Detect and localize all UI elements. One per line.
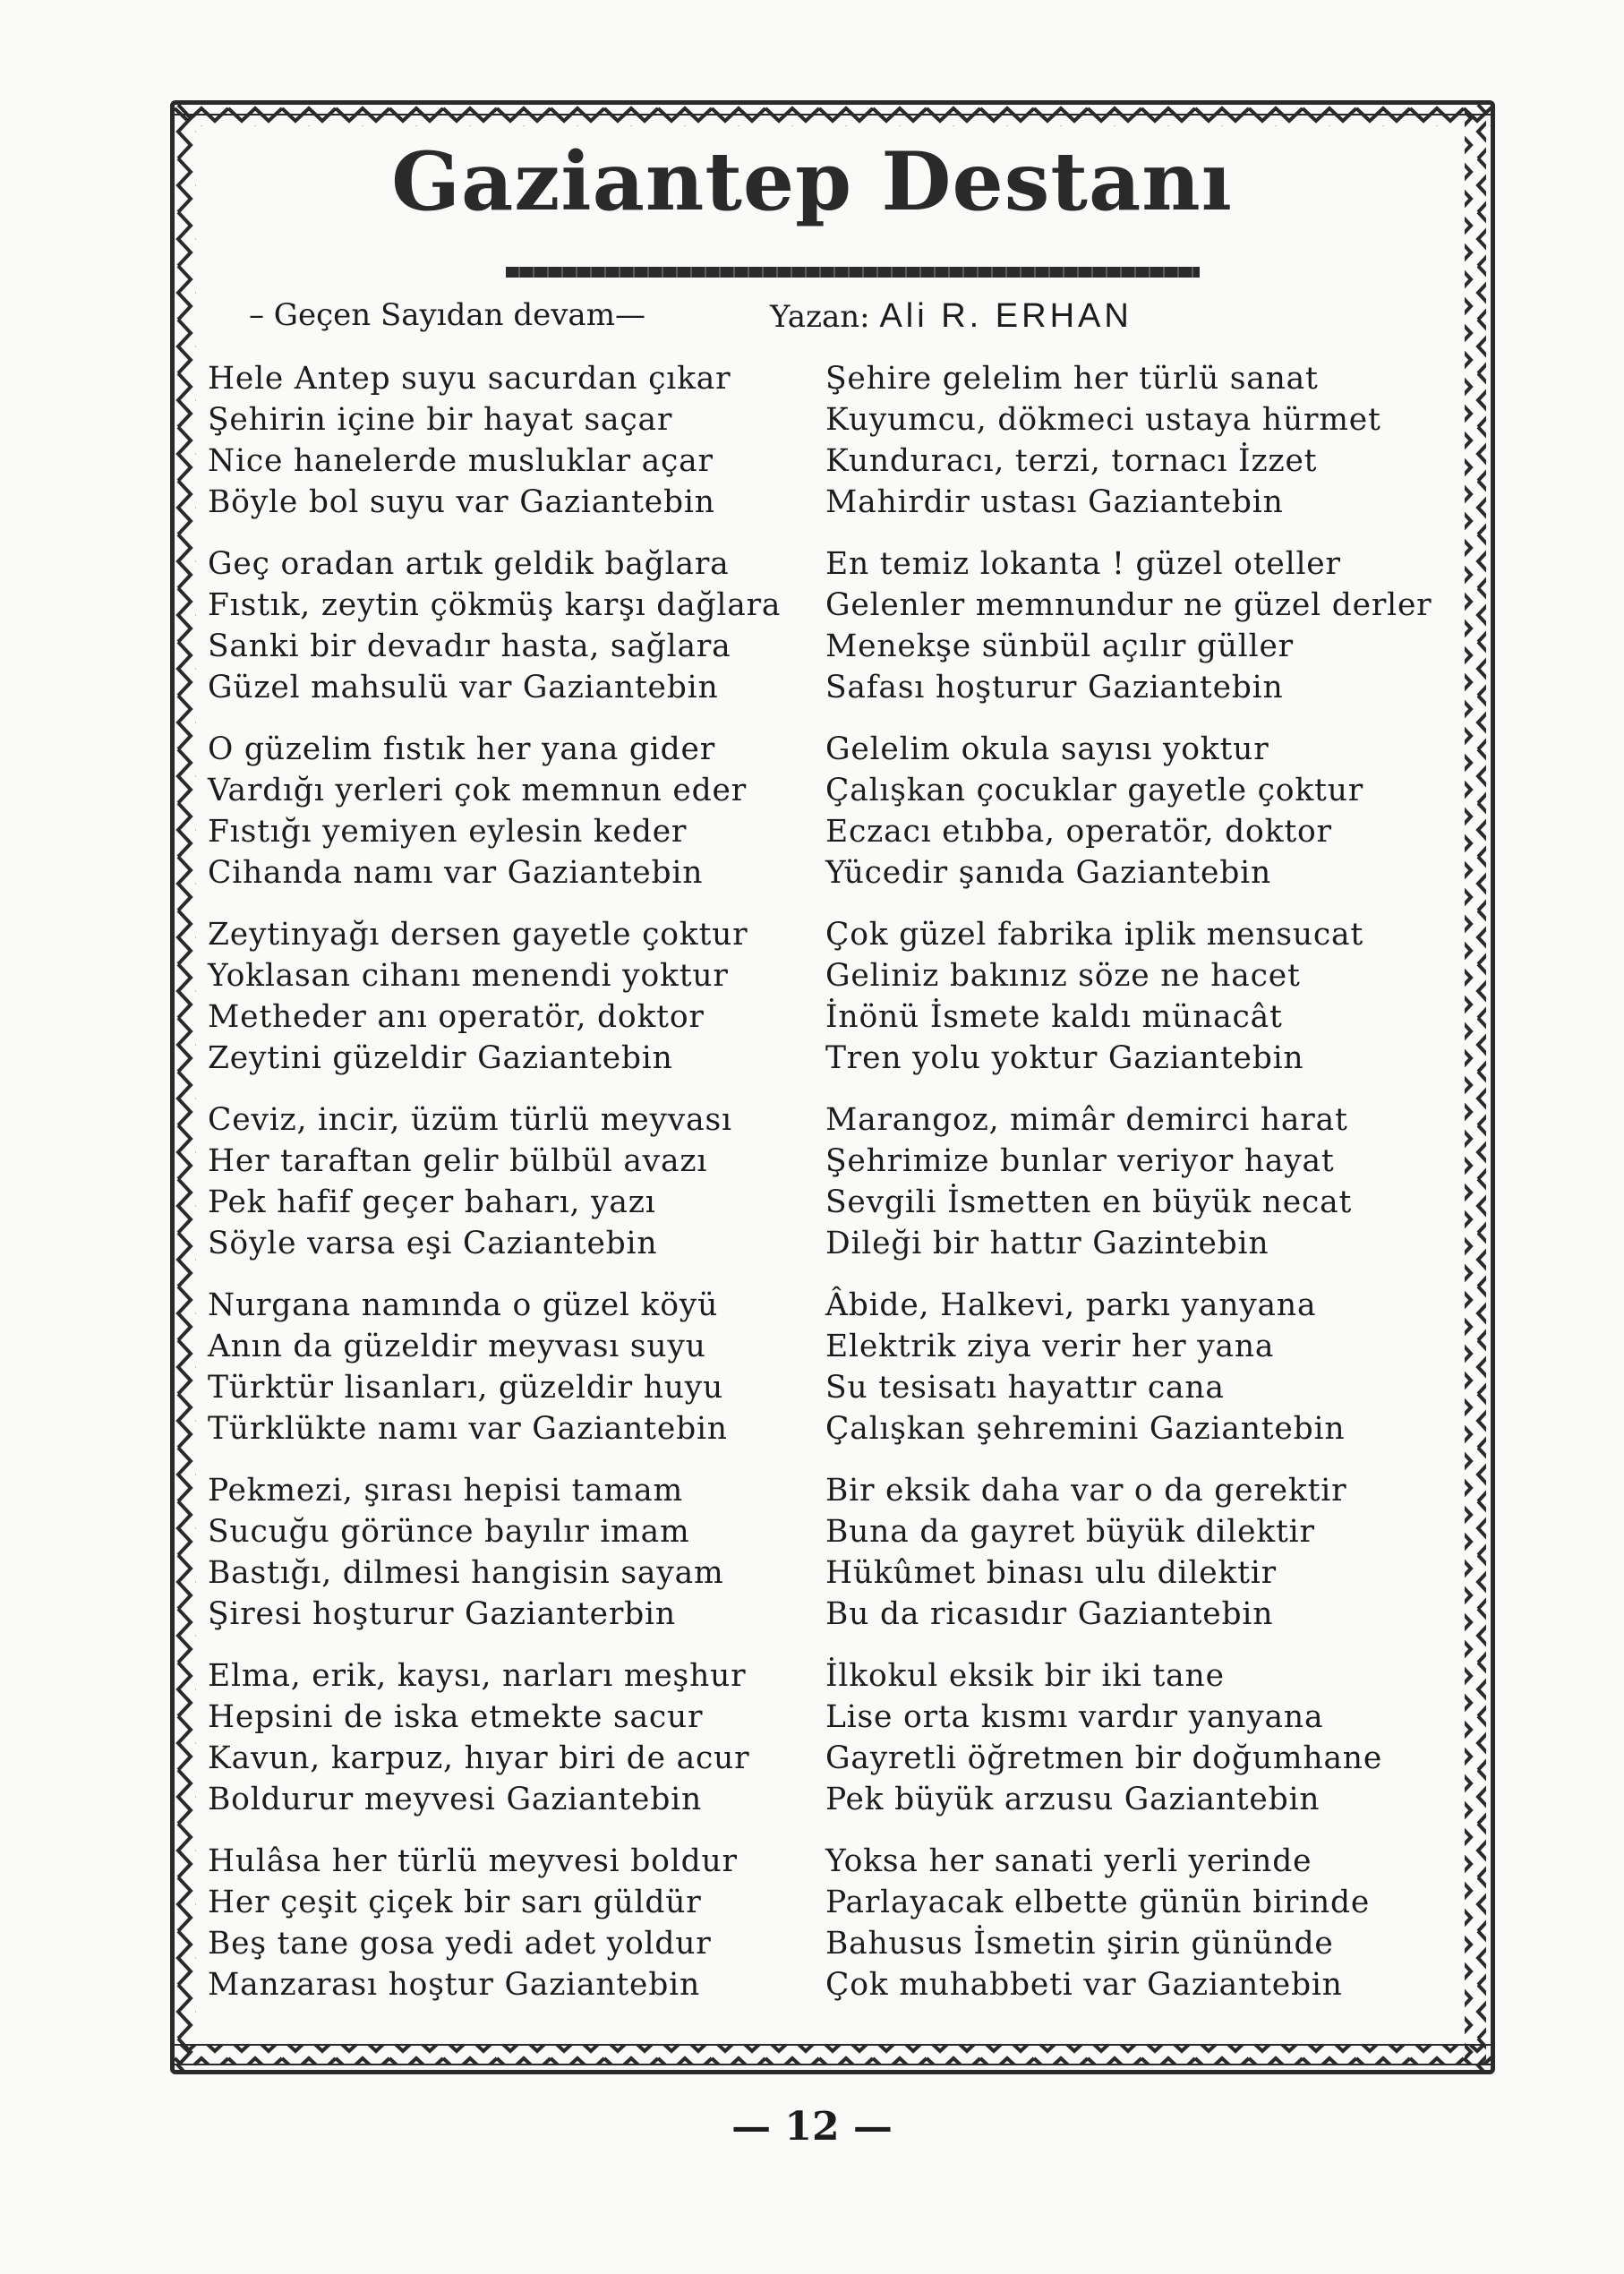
stanza: [825, 729, 1443, 914]
verse-line: Fıstık, zeytin çökmüş karşı dağlara: [208, 587, 782, 623]
stanza: [208, 1099, 825, 1285]
author-line: [770, 297, 1133, 336]
verse-line: Bahusus İsmetin şirin gününde: [825, 1926, 1334, 1962]
verse-line: Lise orta kısmı vardır yanyana: [825, 1699, 1324, 1735]
title-underline: [506, 267, 1200, 278]
stanza: [208, 543, 825, 729]
stanza: [208, 1655, 825, 1841]
verse-line: Pek büyük arzusu Gaziantebin: [825, 1782, 1321, 1817]
verse-line: Marangoz, mimâr demirci harat: [825, 1102, 1348, 1138]
continued-note: – Geçen Sayıdan devam—: [249, 297, 645, 333]
verse-line: Şiresi hoşturur Gazianterbin: [208, 1596, 676, 1632]
verse-line: İnönü İsmete kaldı münacât: [825, 999, 1283, 1035]
verse-line: Boldurur meyvesi Gaziantebin: [208, 1782, 703, 1817]
author-name: Ali R. ERHAN: [879, 297, 1133, 335]
verse-line: Pek hafif geçer baharı, yazı: [208, 1184, 656, 1220]
verse-line: Güzel mahsulü var Gaziantebin: [208, 670, 719, 705]
stanza: [825, 358, 1443, 543]
stanza: [208, 1285, 825, 1470]
verse-line: İlkokul eksik bir iki tane: [825, 1658, 1225, 1694]
verse-line: Safası hoşturur Gaziantebin: [825, 670, 1284, 705]
verse-line: O güzelim fıstık her yana gider: [208, 731, 715, 767]
stanza: [825, 1655, 1443, 1841]
verse-line: Böyle bol suyu var Gaziantebin: [208, 484, 715, 520]
verse-line: Nice hanelerde musluklar açar: [208, 443, 714, 479]
article-title: Gaziantep Destanı: [391, 134, 1233, 229]
verse-line: Her çeşit çiçek bir sarı güldür: [208, 1885, 702, 1920]
verse-line: Parlayacak elbette günün birinde: [825, 1885, 1371, 1920]
verse-line: Âbide, Halkevi, parkı yanyana: [825, 1287, 1317, 1323]
verse-line: Fıstığı yemiyen eylesin keder: [208, 814, 688, 850]
stanza: [825, 1841, 1443, 2026]
verse-line: Sanki bir devadır hasta, sağlara: [208, 628, 731, 664]
verse-line: Nurgana namında o güzel köyü: [208, 1287, 719, 1323]
verse-line: Zeytinyağı dersen gayetle çoktur: [208, 917, 748, 953]
verse-line: Gayretli öğretmen bir doğumhane: [825, 1740, 1383, 1776]
verse-line: Hulâsa her türlü meyvesi boldur: [208, 1843, 738, 1879]
verse-line: Türktür lisanları, güzeldir huyu: [208, 1370, 724, 1406]
author-label: Yazan:: [770, 299, 870, 335]
verse-line: Buna da gayret büyük dilektir: [825, 1514, 1315, 1550]
stanza: [825, 1285, 1443, 1470]
verse-line: Kunduracı, terzi, tornacı İzzet: [825, 443, 1318, 479]
stanza: [825, 914, 1443, 1099]
verse-line: Gelenler memnundur ne güzel derler: [825, 587, 1432, 623]
verse-line: Hepsini de iska etmekte sacur: [208, 1699, 704, 1735]
verse-line: En temiz lokanta ! güzel oteller: [825, 546, 1341, 582]
verse-line: Şehire gelelim her türlü sanat: [825, 361, 1319, 397]
verse-line: Söyle varsa eşi Caziantebin: [208, 1226, 658, 1261]
verse-line: Kuyumcu, dökmeci ustaya hürmet: [825, 402, 1381, 438]
verse-line: Zeytini güzeldir Gaziantebin: [208, 1040, 673, 1076]
verse-line: Geç oradan artık geldik bağlara: [208, 546, 730, 582]
verse-line: Pekmezi, şırası hepisi tamam: [208, 1473, 684, 1509]
verse-line: Çok muhabbeti var Gaziantebin: [825, 1967, 1343, 2003]
verse-line: Bu da ricasıdır Gaziantebin: [825, 1596, 1274, 1632]
stanza: [825, 543, 1443, 729]
stanza: [208, 914, 825, 1099]
verse-line: Elektrik ziya verir her yana: [825, 1329, 1275, 1364]
verse-line: Hele Antep suyu sacurdan çıkar: [208, 361, 731, 397]
verse-line: Vardığı yerleri çok memnun eder: [208, 773, 748, 808]
verse-line: Cihanda namı var Gaziantebin: [208, 855, 704, 891]
verse-line: Sucuğu görünce bayılır imam: [208, 1514, 690, 1550]
verse-line: Tren yolu yoktur Gaziantebin: [825, 1040, 1304, 1076]
verse-line: Çok güzel fabrika iplik mensucat: [825, 917, 1364, 953]
verse-line: Çalışkan şehremini Gaziantebin: [825, 1411, 1346, 1447]
verse-line: Bir eksik daha var o da gerektir: [825, 1473, 1347, 1509]
verse-line: Türklükte namı var Gaziantebin: [208, 1411, 728, 1447]
verse-line: Metheder anı operatör, doktor: [208, 999, 705, 1035]
right-poem-column: [825, 358, 1443, 2026]
verse-line: Menekşe sünbül açılır güller: [825, 628, 1294, 664]
verse-line: Manzarası hoştur Gaziantebin: [208, 1967, 701, 2003]
verse-line: Kavun, karpuz, hıyar biri de acur: [208, 1740, 750, 1776]
stanza: [208, 358, 825, 543]
verse-line: Mahirdir ustası Gaziantebin: [825, 484, 1284, 520]
verse-line: Şehirin içine bir hayat saçar: [208, 402, 673, 438]
verse-line: Her taraftan gelir bülbül avazı: [208, 1143, 708, 1179]
verse-line: Gelelim okula sayısı yoktur: [825, 731, 1269, 767]
verse-line: Elma, erik, kaysı, narları meşhur: [208, 1658, 747, 1694]
verse-line: Bastığı, dilmesi hangisin sayam: [208, 1555, 724, 1591]
verse-line: Eczacı etıbba, operatör, doktor: [825, 814, 1332, 850]
verse-line: Beş tane gosa yedi adet yoldur: [208, 1926, 712, 1962]
stanza: [208, 729, 825, 914]
verse-line: Su tesisatı hayattır cana: [825, 1370, 1225, 1406]
verse-line: Dileği bir hattır Gazintebin: [825, 1226, 1269, 1261]
verse-line: Hükûmet binası ulu dilektir: [825, 1555, 1277, 1591]
verse-line: Sevgili İsmetten en büyük necat: [825, 1184, 1353, 1220]
verse-line: Ceviz, incir, üzüm türlü meyvası: [208, 1102, 732, 1138]
stanza: [825, 1099, 1443, 1285]
verse-line: Yoksa her sanati yerli yerinde: [825, 1843, 1312, 1879]
stanza: [208, 1841, 825, 2026]
verse-line: Anın da güzeldir meyvası suyu: [208, 1329, 706, 1364]
left-poem-column: [208, 358, 825, 2026]
page-number: — 12 —: [731, 2104, 893, 2150]
verse-line: Yücedir şanıda Gaziantebin: [825, 855, 1272, 891]
stanza: [208, 1470, 825, 1655]
verse-line: Yoklasan cihanı menendi yoktur: [208, 958, 729, 994]
stanza: [825, 1470, 1443, 1655]
verse-line: Çalışkan çocuklar gayetle çoktur: [825, 773, 1364, 808]
verse-line: Geliniz bakınız söze ne hacet: [825, 958, 1301, 994]
verse-line: Şehrimize bunlar veriyor hayat: [825, 1143, 1335, 1179]
